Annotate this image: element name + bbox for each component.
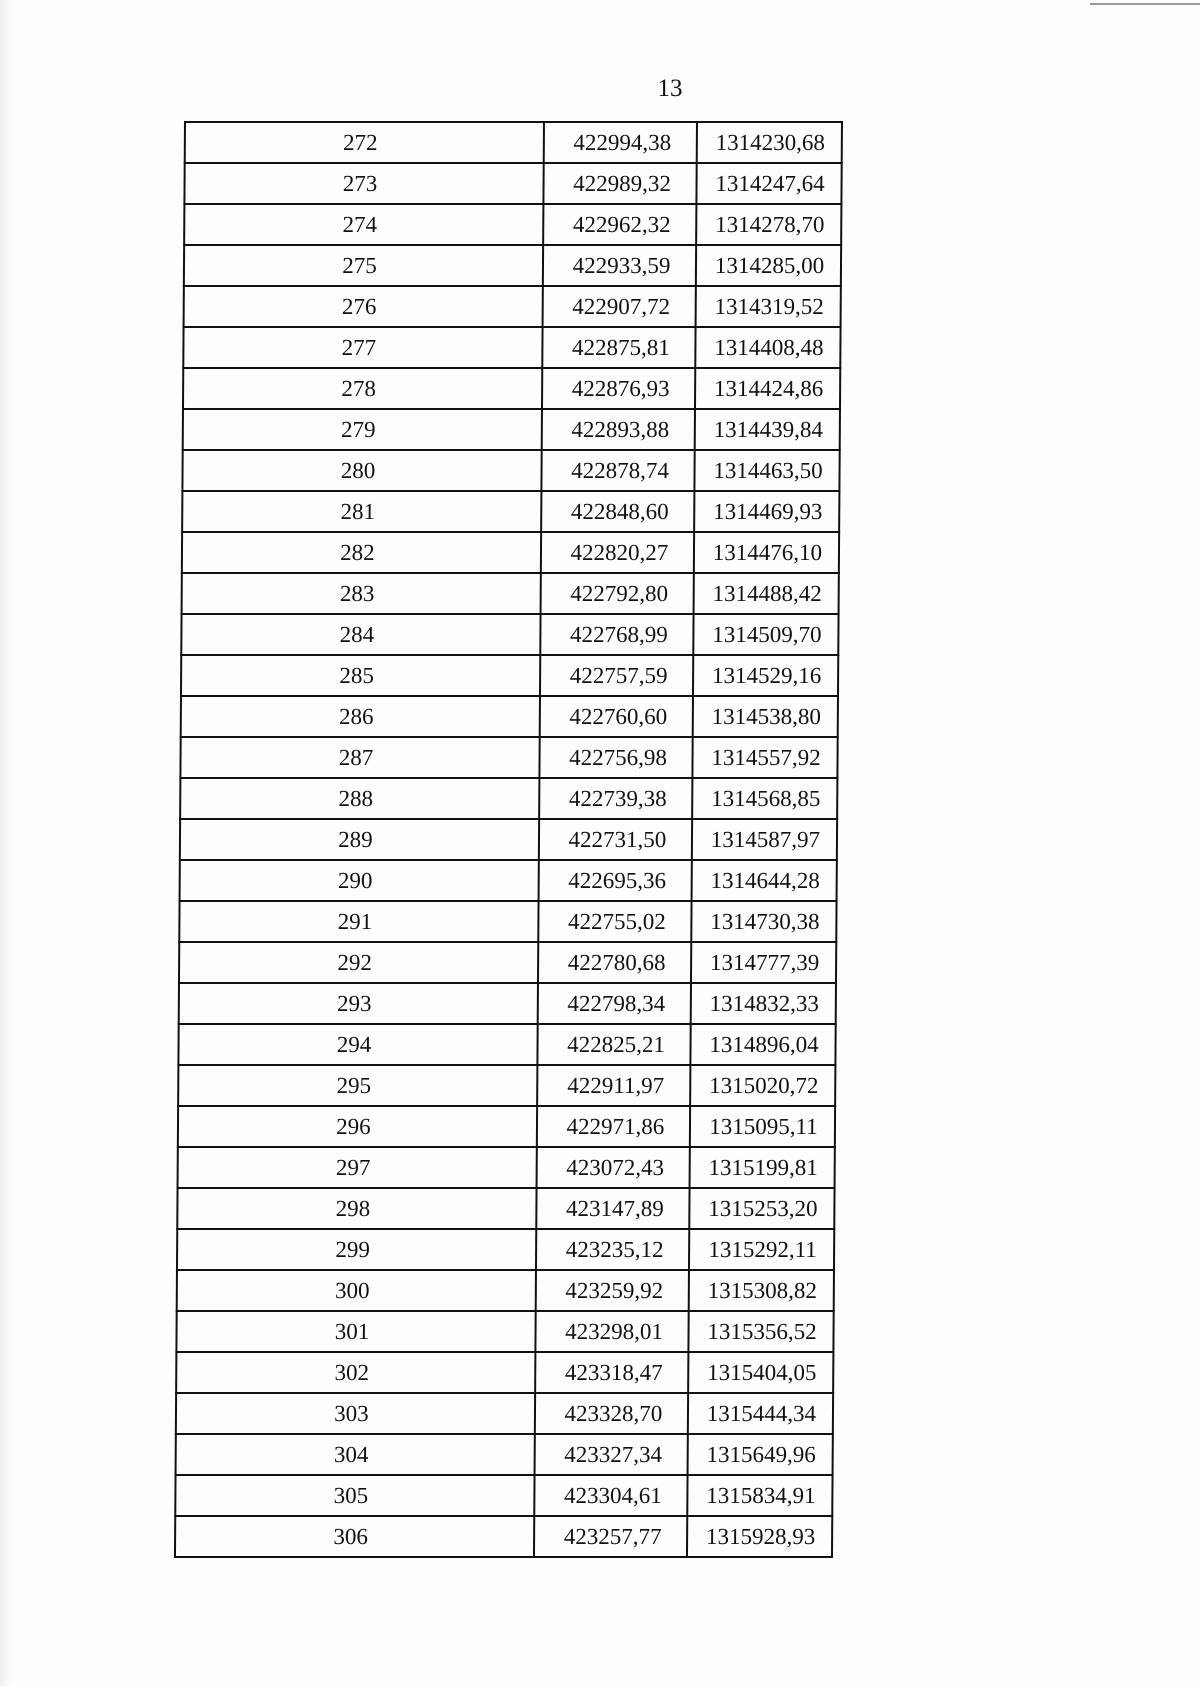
- point-number-cell: 295: [178, 1065, 537, 1106]
- x-coordinate-cell: 423259,92: [536, 1270, 689, 1311]
- point-number-cell: 300: [177, 1270, 536, 1311]
- x-coordinate-cell: 422731,50: [539, 819, 692, 860]
- y-coordinate-cell: 1315928,93: [687, 1516, 832, 1557]
- table-row: [178, 1106, 835, 1147]
- table-row: [179, 901, 836, 942]
- y-coordinate-cell: 1314730,38: [691, 901, 836, 942]
- point-number-cell: 288: [180, 778, 539, 819]
- y-coordinate-cell: 1315404,05: [688, 1352, 833, 1393]
- point-number-cell: 289: [180, 819, 539, 860]
- table-row: [182, 450, 839, 491]
- table-row: [180, 778, 837, 819]
- y-coordinate-cell: 1314538,80: [693, 696, 838, 737]
- table-row: [181, 655, 838, 696]
- point-number-cell: 286: [181, 696, 540, 737]
- table-row: [184, 245, 841, 286]
- table-row: [177, 1270, 834, 1311]
- point-number-cell: 273: [184, 163, 543, 204]
- x-coordinate-cell: 423072,43: [537, 1147, 690, 1188]
- table-row: [176, 1352, 833, 1393]
- y-coordinate-cell: 1314469,93: [694, 491, 839, 532]
- y-coordinate-cell: 1314247,64: [696, 163, 841, 204]
- table-row: [175, 1475, 832, 1516]
- table-row: [183, 368, 840, 409]
- y-coordinate-cell: 1314463,50: [694, 450, 839, 491]
- point-number-cell: 285: [181, 655, 540, 696]
- point-number-cell: 304: [176, 1434, 535, 1475]
- y-coordinate-cell: 1315199,81: [690, 1147, 835, 1188]
- x-coordinate-cell: 422792,80: [541, 573, 694, 614]
- point-number-cell: 275: [184, 245, 543, 286]
- x-coordinate-cell: 422848,60: [541, 491, 694, 532]
- y-coordinate-cell: 1314777,39: [691, 942, 836, 983]
- point-number-cell: 293: [179, 983, 538, 1024]
- scan-artifact-line: [1090, 3, 1200, 5]
- y-coordinate-cell: 1315095,11: [690, 1106, 835, 1147]
- x-coordinate-cell: 423257,77: [534, 1516, 687, 1557]
- coordinates-table: [174, 121, 843, 1558]
- table-row: [178, 1065, 835, 1106]
- table-row: [176, 1434, 833, 1475]
- y-coordinate-cell: 1314644,28: [692, 860, 837, 901]
- table-row: [180, 819, 837, 860]
- x-coordinate-cell: 422739,38: [539, 778, 692, 819]
- table-row: [179, 942, 836, 983]
- page-number: 13: [657, 75, 683, 102]
- x-coordinate-cell: 422878,74: [541, 450, 694, 491]
- table-row: [184, 286, 841, 327]
- x-coordinate-cell: 423328,70: [535, 1393, 688, 1434]
- table-row: [176, 1393, 833, 1434]
- y-coordinate-cell: 1314509,70: [693, 614, 838, 655]
- table-row: [182, 573, 839, 614]
- x-coordinate-cell: 422825,21: [537, 1024, 690, 1065]
- x-coordinate-cell: 422768,99: [540, 614, 693, 655]
- x-coordinate-cell: 422755,02: [538, 901, 691, 942]
- point-number-cell: 287: [180, 737, 539, 778]
- point-number-cell: 301: [176, 1311, 535, 1352]
- table-row: [180, 860, 837, 901]
- point-number-cell: 290: [180, 860, 539, 901]
- x-coordinate-cell: 422756,98: [539, 737, 692, 778]
- y-coordinate-cell: 1314230,68: [697, 122, 842, 163]
- y-coordinate-cell: 1314557,92: [692, 737, 837, 778]
- table-row: [180, 737, 837, 778]
- x-coordinate-cell: 422820,27: [541, 532, 694, 573]
- x-coordinate-cell: 422876,93: [542, 368, 695, 409]
- point-number-cell: 283: [182, 573, 541, 614]
- x-coordinate-cell: 423304,61: [534, 1475, 687, 1516]
- y-coordinate-cell: 1314568,85: [692, 778, 837, 819]
- table-row: [183, 327, 840, 368]
- y-coordinate-cell: 1314832,33: [691, 983, 836, 1024]
- x-coordinate-cell: 422911,97: [537, 1065, 690, 1106]
- x-coordinate-cell: 422760,60: [540, 696, 693, 737]
- x-coordinate-cell: 423147,89: [536, 1188, 689, 1229]
- point-number-cell: 291: [179, 901, 538, 942]
- table-row: [182, 532, 839, 573]
- point-number-cell: 272: [185, 122, 544, 163]
- point-number-cell: 297: [178, 1147, 537, 1188]
- table-row: [177, 1188, 834, 1229]
- y-coordinate-cell: 1314529,16: [693, 655, 838, 696]
- x-coordinate-cell: 422971,86: [537, 1106, 690, 1147]
- x-coordinate-cell: 422989,32: [543, 163, 696, 204]
- y-coordinate-cell: 1314285,00: [696, 245, 841, 286]
- point-number-cell: 294: [178, 1024, 537, 1065]
- point-number-cell: 298: [177, 1188, 536, 1229]
- x-coordinate-cell: 422875,81: [542, 327, 695, 368]
- table-row: [183, 409, 840, 450]
- y-coordinate-cell: 1315834,91: [687, 1475, 832, 1516]
- y-coordinate-cell: 1314408,48: [695, 327, 840, 368]
- point-number-cell: 278: [183, 368, 542, 409]
- y-coordinate-cell: 1314319,52: [696, 286, 841, 327]
- x-coordinate-cell: 422962,32: [543, 204, 696, 245]
- table-row: [176, 1311, 833, 1352]
- y-coordinate-cell: 1314896,04: [690, 1024, 835, 1065]
- x-coordinate-cell: 422893,88: [542, 409, 695, 450]
- table-row: [175, 1516, 832, 1557]
- coordinates-table-body: [175, 122, 842, 1557]
- table-row: [184, 204, 841, 245]
- x-coordinate-cell: 422798,34: [538, 983, 691, 1024]
- y-coordinate-cell: 1315020,72: [690, 1065, 835, 1106]
- table-row: [184, 163, 841, 204]
- point-number-cell: 303: [176, 1393, 535, 1434]
- point-number-cell: 274: [184, 204, 543, 245]
- x-coordinate-cell: 422695,36: [539, 860, 692, 901]
- point-number-cell: 282: [182, 532, 541, 573]
- point-number-cell: 306: [175, 1516, 534, 1557]
- point-number-cell: 284: [181, 614, 540, 655]
- point-number-cell: 302: [176, 1352, 535, 1393]
- y-coordinate-cell: 1315444,34: [688, 1393, 833, 1434]
- y-coordinate-cell: 1315649,96: [688, 1434, 833, 1475]
- table-row: [181, 696, 838, 737]
- x-coordinate-cell: 423298,01: [535, 1311, 688, 1352]
- point-number-cell: 305: [175, 1475, 534, 1516]
- table-row: [178, 1024, 835, 1065]
- x-coordinate-cell: 423235,12: [536, 1229, 689, 1270]
- y-coordinate-cell: 1314424,86: [695, 368, 840, 409]
- point-number-cell: 276: [184, 286, 543, 327]
- y-coordinate-cell: 1315253,20: [689, 1188, 834, 1229]
- table-row: [185, 122, 842, 163]
- x-coordinate-cell: 423318,47: [535, 1352, 688, 1393]
- table-row: [179, 983, 836, 1024]
- x-coordinate-cell: 422907,72: [543, 286, 696, 327]
- table-row: [178, 1147, 835, 1188]
- y-coordinate-cell: 1314476,10: [694, 532, 839, 573]
- point-number-cell: 281: [182, 491, 541, 532]
- point-number-cell: 299: [177, 1229, 536, 1270]
- table-row: [181, 614, 838, 655]
- y-coordinate-cell: 1315356,52: [688, 1311, 833, 1352]
- y-coordinate-cell: 1314278,70: [696, 204, 841, 245]
- table-row: [182, 491, 839, 532]
- y-coordinate-cell: 1315292,11: [689, 1229, 834, 1270]
- y-coordinate-cell: 1314439,84: [695, 409, 840, 450]
- x-coordinate-cell: 422933,59: [543, 245, 696, 286]
- x-coordinate-cell: 422780,68: [538, 942, 691, 983]
- point-number-cell: 292: [179, 942, 538, 983]
- point-number-cell: 277: [183, 327, 542, 368]
- table-row: [177, 1229, 834, 1270]
- x-coordinate-cell: 422757,59: [540, 655, 693, 696]
- y-coordinate-cell: 1314587,97: [692, 819, 837, 860]
- point-number-cell: 280: [182, 450, 541, 491]
- x-coordinate-cell: 422994,38: [544, 122, 697, 163]
- y-coordinate-cell: 1314488,42: [694, 573, 839, 614]
- point-number-cell: 279: [183, 409, 542, 450]
- scan-edge-shading: [0, 0, 14, 1686]
- y-coordinate-cell: 1315308,82: [689, 1270, 834, 1311]
- point-number-cell: 296: [178, 1106, 537, 1147]
- x-coordinate-cell: 423327,34: [535, 1434, 688, 1475]
